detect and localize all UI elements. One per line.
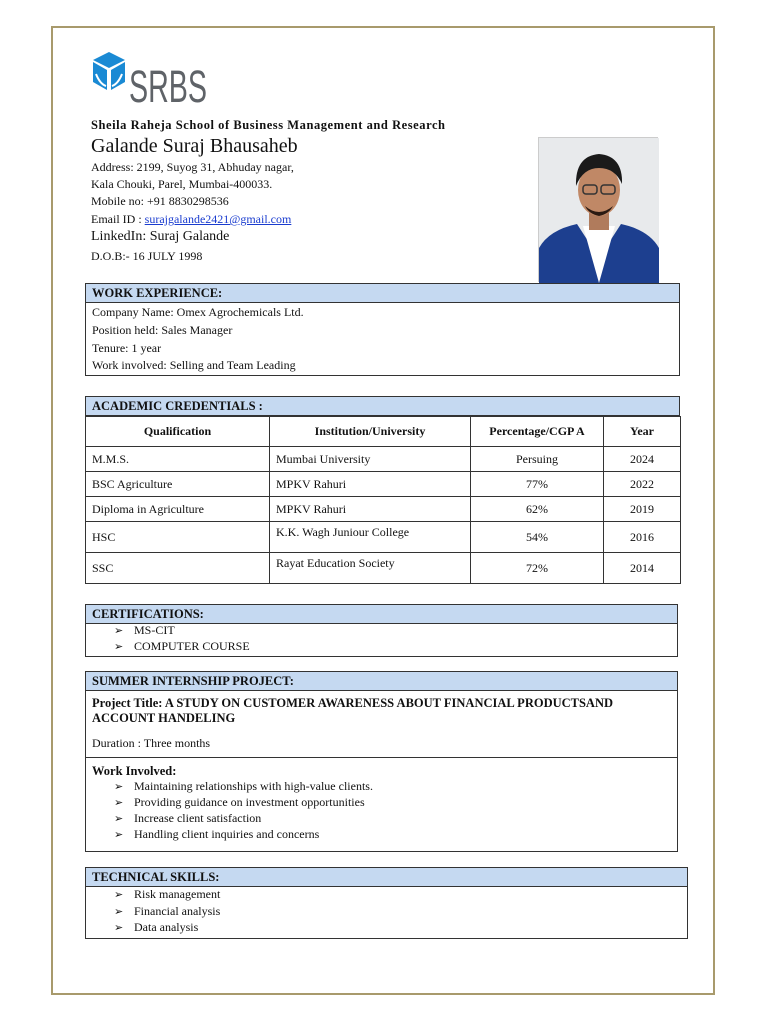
institution-cell: K.K. Wagh Juniour College bbox=[270, 522, 471, 553]
address-line-2: Kala Chouki, Parel, Mumbai-400033. bbox=[91, 177, 273, 191]
percentage-cell: 62% bbox=[471, 497, 604, 522]
list-item: ➢ Increase client satisfaction bbox=[114, 811, 262, 825]
internship-header: SUMMER INTERNSHIP PROJECT: bbox=[85, 671, 678, 691]
school-name: Sheila Raheja School of Business Management and Research bbox=[91, 118, 446, 132]
year-cell: 2019 bbox=[604, 497, 681, 522]
table-header-row bbox=[86, 417, 681, 447]
date-of-birth: D.O.B:- 16 JULY 1998 bbox=[91, 249, 203, 263]
work-experience-header: WORK EXPERIENCE: bbox=[85, 283, 680, 303]
percentage-cell: 77% bbox=[471, 472, 604, 497]
table-row bbox=[86, 447, 681, 472]
col-qualification: Qualification bbox=[86, 417, 270, 447]
arrow-bullet-icon: ➢ bbox=[114, 922, 124, 934]
year-cell: 2016 bbox=[604, 522, 681, 553]
arrow-bullet-icon: ➢ bbox=[114, 813, 124, 825]
linkedin: LinkedIn: Suraj Galande bbox=[91, 229, 230, 244]
list-item: ➢ MS-CIT bbox=[114, 623, 175, 637]
list-item: ➢ Financial analysis bbox=[114, 904, 221, 918]
work-involved: Work involved: Selling and Team Leading bbox=[92, 358, 296, 372]
arrow-bullet-icon: ➢ bbox=[114, 797, 124, 809]
email-label: Email ID : bbox=[91, 212, 145, 226]
logo-cube-icon bbox=[93, 52, 125, 90]
qualification-cell: BSC Agriculture bbox=[86, 472, 270, 497]
academic-table bbox=[85, 416, 681, 584]
company-name: Company Name: Omex Agrochemicals Ltd. bbox=[92, 305, 304, 319]
profile-photo bbox=[538, 137, 658, 282]
arrow-bullet-icon: ➢ bbox=[114, 889, 124, 901]
year-cell: 2014 bbox=[604, 553, 681, 584]
work-involved-label: Work Involved: bbox=[92, 764, 177, 778]
table-row bbox=[86, 497, 681, 522]
list-item: ➢ Maintaining relationships with high-value clients. bbox=[114, 779, 373, 793]
percentage-cell: 72% bbox=[471, 553, 604, 584]
qualification-cell: Diploma in Agriculture bbox=[86, 497, 270, 522]
technical-skills-header: TECHNICAL SKILLS: bbox=[85, 867, 688, 887]
academic-header: ACADEMIC CREDENTIALS : bbox=[85, 396, 680, 416]
certifications-header: CERTIFICATIONS: bbox=[85, 604, 678, 624]
internship-box bbox=[85, 690, 678, 852]
person-silhouette-icon bbox=[539, 138, 659, 283]
arrow-bullet-icon: ➢ bbox=[114, 641, 124, 653]
list-item: ➢ Data analysis bbox=[114, 920, 199, 934]
percentage-cell: 54% bbox=[471, 522, 604, 553]
certifications-box bbox=[85, 623, 678, 657]
arrow-bullet-icon: ➢ bbox=[114, 625, 124, 637]
qualification-cell: M.M.S. bbox=[86, 447, 270, 472]
email-link[interactable]: surajgalande2421@gmail.com bbox=[144, 212, 292, 226]
table-row bbox=[86, 553, 681, 584]
technical-skills-box bbox=[85, 886, 688, 939]
list-item: ➢ Providing guidance on investment opportunities bbox=[114, 795, 365, 809]
col-percentage: Percentage/CGP A bbox=[471, 417, 604, 447]
arrow-bullet-icon: ➢ bbox=[114, 781, 124, 793]
candidate-name: Galande Suraj Bhausaheb bbox=[91, 135, 298, 157]
institution-cell: Rayat Education Society bbox=[270, 553, 471, 584]
col-institution: Institution/University bbox=[270, 417, 471, 447]
table-row bbox=[86, 472, 681, 497]
email-row bbox=[91, 212, 291, 227]
list-item: ➢ Risk management bbox=[114, 887, 221, 901]
institution-cell: MPKV Rahuri bbox=[270, 472, 471, 497]
arrow-bullet-icon: ➢ bbox=[114, 906, 124, 918]
institution-cell: Mumbai University bbox=[270, 447, 471, 472]
address-line-1: Address: 2199, Suyog 31, Abhuday nagar, bbox=[91, 160, 294, 174]
srbs-logo bbox=[91, 50, 211, 114]
qualification-cell: HSC bbox=[86, 522, 270, 553]
qualification-cell: SSC bbox=[86, 553, 270, 584]
table-row bbox=[86, 522, 681, 553]
institution-cell: MPKV Rahuri bbox=[270, 497, 471, 522]
year-cell: 2024 bbox=[604, 447, 681, 472]
col-year: Year bbox=[604, 417, 681, 447]
list-item: ➢ COMPUTER COURSE bbox=[114, 639, 250, 653]
project-duration: Duration : Three months bbox=[92, 736, 211, 750]
percentage-cell: Persuing bbox=[471, 447, 604, 472]
tenure: Tenure: 1 year bbox=[92, 341, 162, 355]
work-experience-box bbox=[85, 302, 680, 376]
arrow-bullet-icon: ➢ bbox=[114, 829, 124, 841]
list-item: ➢ Handling client inquiries and concerns bbox=[114, 827, 320, 841]
divider bbox=[86, 757, 677, 758]
logo-text: SRBS bbox=[129, 61, 207, 112]
project-title: Project Title: A STUDY ON CUSTOMER AWARENESS ABOUT FINANCIAL PRODUCTSAND ACCOUNT HANDELING bbox=[92, 696, 614, 725]
mobile-number: Mobile no: +91 8830298536 bbox=[91, 194, 229, 208]
position-held: Position held: Sales Manager bbox=[92, 323, 233, 337]
year-cell: 2022 bbox=[604, 472, 681, 497]
